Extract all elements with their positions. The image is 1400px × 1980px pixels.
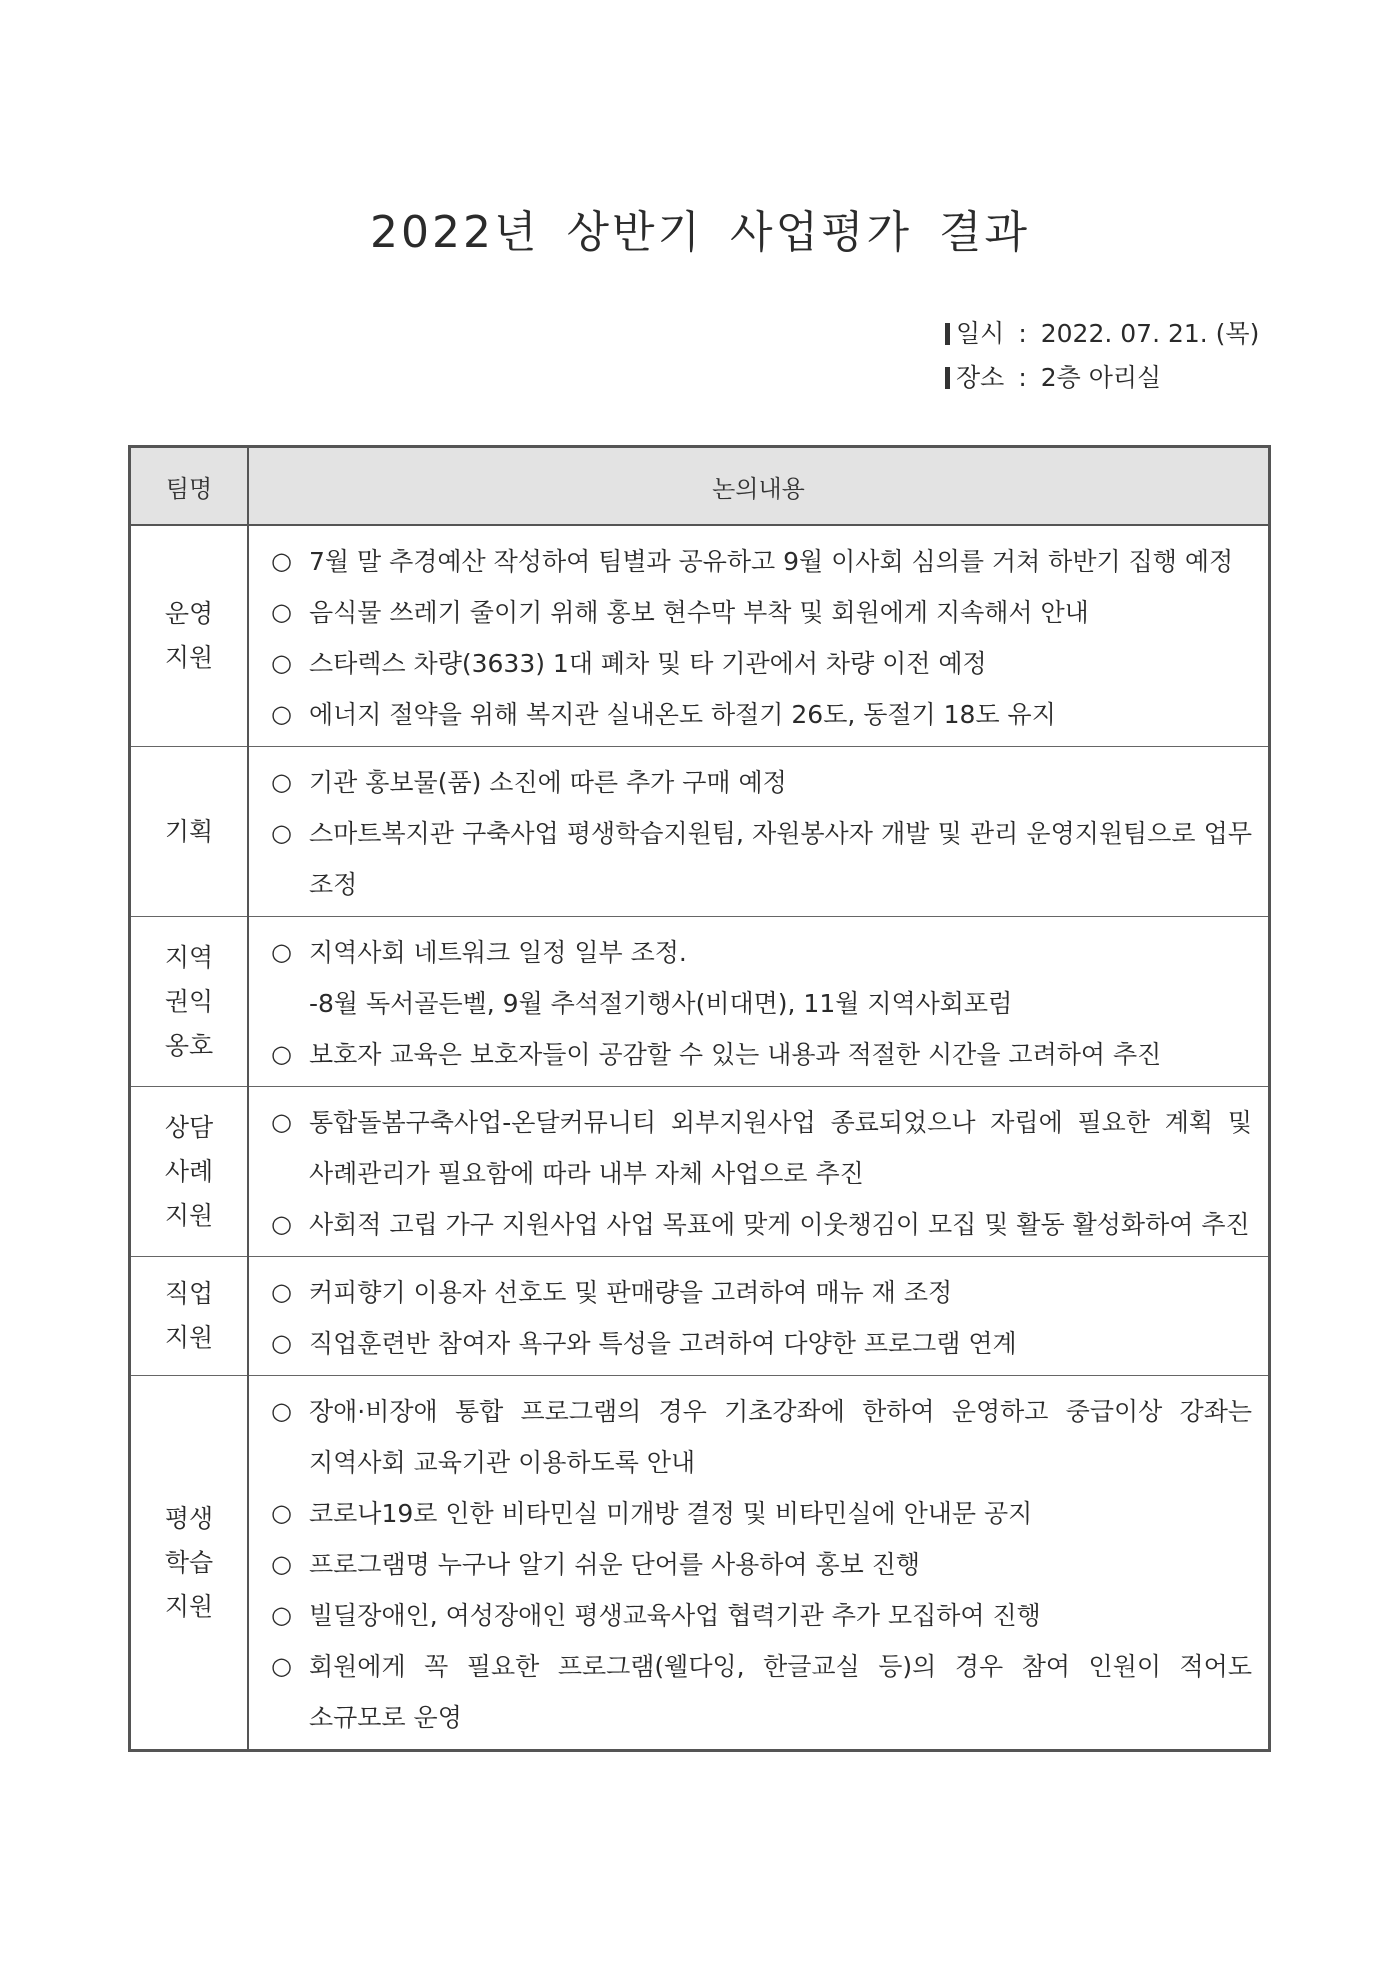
page-title: 2022년 상반기 사업평가 결과 bbox=[370, 207, 1030, 258]
meeting-info bbox=[945, 312, 1259, 400]
discussion-text: 회원에게 꼭 필요한 프로그램(웰다잉, 한글교실 등)의 경우 참여 인원이 적어도 소규모로 운영 bbox=[309, 1652, 1252, 1732]
discussion-cell bbox=[248, 747, 1270, 917]
bar-marker-icon bbox=[945, 367, 950, 389]
discussion-item bbox=[271, 757, 1252, 808]
discussion-text: 스마트복지관 구축사업 평생학습지원팀, 자원봉사자 개발 및 관리 운영지원팀으로 업무 조정 bbox=[309, 819, 1252, 899]
team-cell bbox=[130, 1087, 249, 1257]
table-row bbox=[130, 747, 1270, 917]
discussion-text: 기관 홍보물(품) 소진에 따른 추가 구매 예정 bbox=[309, 768, 787, 797]
date-separator: : bbox=[1018, 319, 1027, 348]
table-row bbox=[130, 1257, 1270, 1376]
circle-bullet-icon: ○ bbox=[271, 1040, 292, 1068]
header-team: 팀명 bbox=[130, 447, 249, 526]
discussion-item bbox=[271, 1029, 1252, 1080]
discussion-subitem: -8월 독서골든벨, 9월 추석절기행사(비대면), 11월 지역사회포럼 bbox=[309, 989, 1013, 1018]
circle-bullet-icon: ○ bbox=[271, 1108, 292, 1136]
evaluation-table bbox=[128, 445, 1271, 1752]
discussion-item bbox=[271, 1488, 1252, 1539]
discussion-item bbox=[271, 536, 1252, 587]
discussion-cell bbox=[248, 917, 1270, 1087]
table-row bbox=[130, 1376, 1270, 1751]
team-cell bbox=[130, 1376, 249, 1751]
discussion-text: 보호자 교육은 보호자들이 공감할 수 있는 내용과 적절한 시간을 고려하여 추진 bbox=[309, 1040, 1162, 1069]
table-body bbox=[130, 525, 1270, 1751]
discussion-text: 7월 말 추경예산 작성하여 팀별과 공유하고 9월 이사회 심의를 거쳐 하반기 집행 예정 bbox=[309, 547, 1234, 576]
circle-bullet-icon: ○ bbox=[271, 1210, 292, 1238]
discussion-cell bbox=[248, 1087, 1270, 1257]
discussion-text: 직업훈련반 참여자 욕구와 특성을 고려하여 다양한 프로그램 연계 bbox=[309, 1329, 1017, 1358]
discussion-text: 빌딜장애인, 여성장애인 평생교육사업 협력기관 추가 모집하여 진행 bbox=[309, 1601, 1041, 1630]
place-value: 2층 아리실 bbox=[1040, 363, 1162, 392]
place-label: 장소 bbox=[956, 363, 1005, 392]
bar-marker-icon bbox=[945, 323, 950, 345]
discussion-item bbox=[271, 1267, 1252, 1318]
discussion-text: 지역사회 네트워크 일정 일부 조정. bbox=[309, 938, 687, 967]
discussion-text: 프로그램명 누구나 알기 쉬운 단어를 사용하여 홍보 진행 bbox=[309, 1550, 921, 1579]
discussion-item bbox=[271, 689, 1252, 740]
discussion-item bbox=[271, 587, 1252, 638]
date-label: 일시 bbox=[956, 319, 1005, 348]
circle-bullet-icon: ○ bbox=[271, 768, 292, 796]
discussion-text: 사회적 고립 가구 지원사업 사업 목표에 맞게 이웃챙김이 모집 및 활동 활성화하여 추진 bbox=[309, 1210, 1250, 1239]
circle-bullet-icon: ○ bbox=[271, 1499, 292, 1527]
team-cell bbox=[130, 747, 249, 917]
circle-bullet-icon: ○ bbox=[271, 547, 292, 575]
team-name: 평생 학습 지원 bbox=[164, 1503, 214, 1621]
circle-bullet-icon: ○ bbox=[271, 819, 292, 847]
circle-bullet-icon: ○ bbox=[271, 1652, 292, 1680]
circle-bullet-icon: ○ bbox=[271, 1397, 292, 1425]
meeting-date bbox=[945, 312, 1259, 356]
discussion-cell bbox=[248, 525, 1270, 747]
discussion-text: 스타렉스 차량(3633) 1대 폐차 및 타 기관에서 차량 이전 예정 bbox=[309, 649, 987, 678]
team-cell bbox=[130, 525, 249, 747]
discussion-item bbox=[271, 1386, 1252, 1488]
table-header-row bbox=[130, 447, 1270, 526]
circle-bullet-icon: ○ bbox=[271, 1550, 292, 1578]
circle-bullet-icon: ○ bbox=[271, 649, 292, 677]
discussion-cell bbox=[248, 1257, 1270, 1376]
discussion-item bbox=[271, 1318, 1252, 1369]
circle-bullet-icon: ○ bbox=[271, 1601, 292, 1629]
team-name: 기획 bbox=[164, 816, 214, 846]
discussion-item bbox=[271, 1199, 1252, 1250]
circle-bullet-icon: ○ bbox=[271, 1329, 292, 1357]
team-name: 지역 권익 옹호 bbox=[164, 942, 214, 1060]
discussion-text: 음식물 쓰레기 줄이기 위해 홍보 현수막 부착 및 회원에게 지속해서 안내 bbox=[309, 598, 1089, 627]
discussion-text: 코로나19로 인한 비타민실 미개방 결정 및 비타민실에 안내문 공지 bbox=[309, 1499, 1033, 1528]
table-row bbox=[130, 525, 1270, 747]
discussion-text: 커피향기 이용자 선호도 및 판매량을 고려하여 매뉴 재 조정 bbox=[309, 1278, 953, 1307]
circle-bullet-icon: ○ bbox=[271, 700, 292, 728]
team-name: 운영 지원 bbox=[164, 599, 214, 672]
discussion-text: 통합돌봄구축사업-온달커뮤니티 외부지원사업 종료되었으나 자립에 필요한 계획 및 사례관리가 필요함에 따라 내부 자체 사업으로 추진 bbox=[309, 1108, 1252, 1188]
discussion-cell bbox=[248, 1376, 1270, 1751]
discussion-text: 장애·비장애 통합 프로그램의 경우 기초강좌에 한하여 운영하고 중급이상 강좌는 지역사회 교육기관 이용하도록 안내 bbox=[309, 1397, 1252, 1477]
circle-bullet-icon: ○ bbox=[271, 1278, 292, 1306]
place-separator: : bbox=[1018, 363, 1027, 392]
discussion-item bbox=[271, 638, 1252, 689]
discussion-item bbox=[271, 1539, 1252, 1590]
discussion-item bbox=[271, 927, 1252, 978]
team-cell bbox=[130, 917, 249, 1087]
discussion-item bbox=[271, 808, 1252, 910]
table-row bbox=[130, 917, 1270, 1087]
team-name: 상담 사례 지원 bbox=[164, 1112, 214, 1230]
team-name: 직업 지원 bbox=[164, 1279, 214, 1352]
discussion-text: 에너지 절약을 위해 복지관 실내온도 하절기 26도, 동절기 18도 유지 bbox=[309, 700, 1056, 729]
discussion-item bbox=[271, 1590, 1252, 1641]
discussion-item bbox=[271, 1641, 1252, 1743]
circle-bullet-icon: ○ bbox=[271, 598, 292, 626]
meeting-place bbox=[945, 356, 1259, 400]
table-row bbox=[130, 1087, 1270, 1257]
circle-bullet-icon: ○ bbox=[271, 938, 292, 966]
discussion-item bbox=[271, 1097, 1252, 1199]
team-cell bbox=[130, 1257, 249, 1376]
header-content: 논의내용 bbox=[248, 447, 1270, 526]
date-value: 2022. 07. 21. (목) bbox=[1040, 319, 1260, 348]
